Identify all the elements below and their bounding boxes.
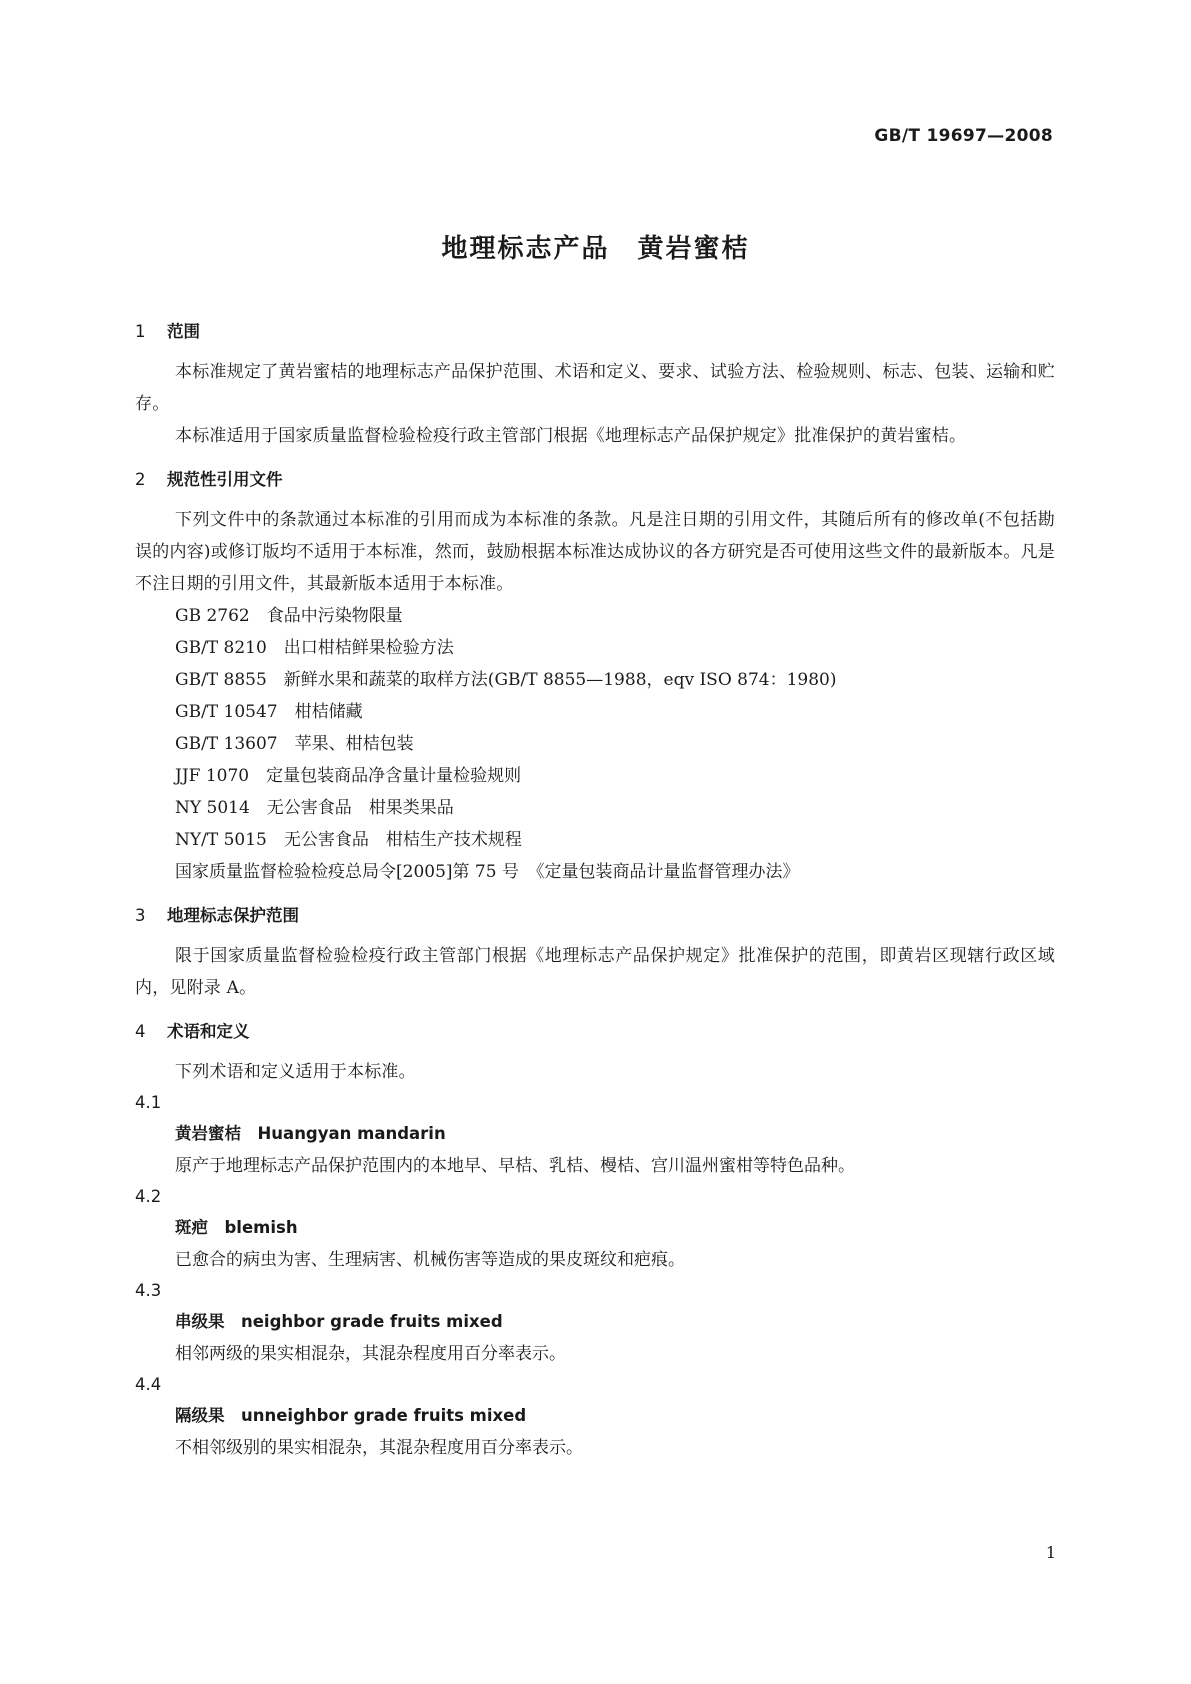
term-entry [135,1088,1055,1182]
reference-item: GB/T 10547 柑桔储藏 [175,702,363,722]
paragraph: 下列文件中的条款通过本标准的引用而成为本标准的条款。凡是注日期的引用文件，其随后所有的修改单(不包括勘误的内容)或修订版均不适用于本标准，然而，鼓励根据本标准达成协议的各方研究是否可使用这些文件的最新版本。凡是不注日期的引用文件，其最新版本适用于本标准。 [135,510,1055,594]
term-name: 隔级果 unneighbor grade fruits mixed [175,1406,527,1425]
section-heading: 4 术语和定义 [135,1022,250,1041]
term-number: 4.4 [135,1375,162,1394]
term-definition: 相邻两级的果实相混杂，其混杂程度用百分率表示。 [175,1344,566,1364]
term-name: 斑疤 blemish [175,1218,298,1237]
term-definition: 原产于地理标志产品保护范围内的本地早、早桔、乳桔、槾桔、宫川温州蜜柑等特色品种。 [175,1156,855,1176]
paragraph: 本标准规定了黄岩蜜桔的地理标志产品保护范围、术语和定义、要求、试验方法、检验规则、标志、包装、运输和贮存。 [135,362,1055,414]
reference-item: GB/T 8210 出口柑桔鲜果检验方法 [175,638,454,658]
paragraph: 限于国家质量监督检验检疫行政主管部门根据《地理标志产品保护规定》批准保护的范围，即黄岩区现辖行政区域内，见附录 A。 [135,946,1055,998]
term-definition: 已愈合的病虫为害、生理病害、机械伤害等造成的果皮斑纹和疤痕。 [175,1250,685,1270]
term-entry [135,1370,1055,1464]
document-title: 地理标志产品 黄岩蜜桔 [441,234,750,264]
reference-item: NY/T 5015 无公害食品 柑桔生产技术规程 [175,830,522,850]
paragraph: 下列术语和定义适用于本标准。 [175,1062,416,1082]
reference-item: GB/T 8855 新鲜水果和蔬菜的取样方法(GB/T 8855—1988，eqv ISO 874：1980) [175,670,837,690]
term-entry [135,1276,1055,1370]
reference-item: GB 2762 食品中污染物限量 [175,606,403,626]
section-normative-references [135,466,1055,888]
term-name: 串级果 neighbor grade fruits mixed [175,1312,503,1331]
reference-item: JJF 1070 定量包装商品净含量计量检验规则 [175,766,522,786]
page-number: 1 [1045,1543,1056,1562]
reference-item: GB/T 13607 苹果、柑桔包装 [175,734,414,754]
document-body [135,318,1055,1464]
term-number: 4.1 [135,1093,162,1112]
term-definition: 不相邻级别的果实相混杂，其混杂程度用百分率表示。 [175,1438,583,1458]
term-name: 黄岩蜜桔 Huangyan mandarin [175,1124,446,1143]
reference-item: 国家质量监督检验检疫总局令[2005]第 75 号 《定量包装商品计量监督管理办法》 [175,862,800,882]
standard-code: GB/T 19697—2008 [874,126,1053,146]
section-heading: 2 规范性引用文件 [135,470,283,489]
section-heading: 3 地理标志保护范围 [135,906,299,925]
section-terms-definitions [135,1018,1055,1464]
paragraph: 本标准适用于国家质量监督检验检疫行政主管部门根据《地理标志产品保护规定》批准保护的黄岩蜜桔。 [175,426,967,446]
term-number: 4.2 [135,1187,162,1206]
term-entry [135,1182,1055,1276]
section-scope [135,318,1055,452]
section-protection-scope [135,902,1055,1004]
section-heading: 1 范围 [135,322,200,341]
term-number: 4.3 [135,1281,162,1300]
reference-item: NY 5014 无公害食品 柑果类果品 [175,798,454,818]
